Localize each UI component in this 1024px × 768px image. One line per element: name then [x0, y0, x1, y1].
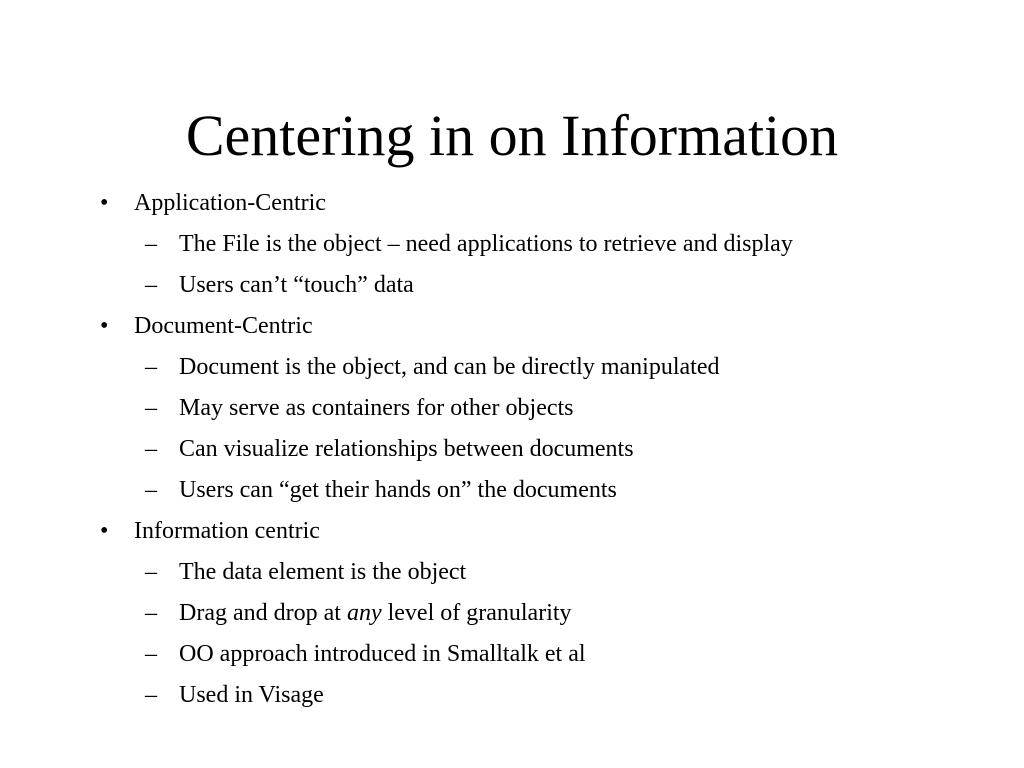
- sub-bullet-text: Users can’t “touch” data: [179, 272, 414, 298]
- sub-bullet-item: [100, 555, 980, 596]
- bullet-list: [100, 186, 980, 719]
- sub-bullet-text: OO approach introduced in Smalltalk et al: [179, 641, 586, 667]
- sub-bullet-text-after: level of granularity: [381, 600, 572, 626]
- dash-icon: –: [145, 436, 157, 462]
- sub-bullet-text: [179, 600, 572, 626]
- bullet-item-application-centric: [100, 186, 980, 309]
- bullet-row: [100, 514, 980, 555]
- sub-bullet-item: [100, 350, 980, 391]
- bullet-heading: Information centric: [134, 518, 320, 544]
- bullet-heading: Document-Centric: [134, 313, 313, 339]
- dash-icon: –: [145, 641, 157, 667]
- sub-bullet-text: May serve as containers for other objects: [179, 395, 574, 421]
- slide-title: Centering in on Information: [185, 103, 839, 168]
- sub-bullet-item: [100, 473, 980, 514]
- sub-bullet-text: Document is the object, and can be directly manipulated: [179, 354, 720, 380]
- sub-bullet-list: [100, 227, 980, 309]
- bullet-row: [100, 309, 980, 350]
- sub-bullet-item: [100, 596, 980, 637]
- sub-bullet-text: Can visualize relationships between documents: [179, 436, 634, 462]
- sub-bullet-item: [100, 391, 980, 432]
- bullet-icon: •: [100, 518, 109, 544]
- sub-bullet-list: [100, 555, 980, 719]
- sub-bullet-item: [100, 432, 980, 473]
- sub-bullet-item: [100, 678, 980, 719]
- sub-bullet-item: [100, 227, 980, 268]
- dash-icon: –: [145, 559, 157, 585]
- sub-bullet-text: Users can “get their hands on” the documents: [179, 477, 617, 503]
- sub-bullet-text: The data element is the object: [179, 559, 467, 585]
- bullet-heading: Application-Centric: [134, 190, 326, 216]
- bullet-icon: •: [100, 190, 109, 216]
- dash-icon: –: [145, 477, 157, 503]
- bullet-item-information-centric: [100, 514, 980, 719]
- sub-bullet-text: The File is the object – need applications to retrieve and display: [179, 231, 793, 257]
- bullet-icon: •: [100, 313, 109, 339]
- sub-bullet-item: [100, 268, 980, 309]
- sub-bullet-text-emphasis: any: [346, 600, 382, 626]
- dash-icon: –: [145, 272, 157, 298]
- dash-icon: –: [145, 231, 157, 257]
- dash-icon: –: [145, 395, 157, 421]
- sub-bullet-text: Used in Visage: [179, 682, 324, 708]
- dash-icon: –: [145, 354, 157, 380]
- sub-bullet-text-before: Drag and drop at: [179, 600, 347, 626]
- dash-icon: –: [145, 600, 157, 626]
- sub-bullet-list: [100, 350, 980, 514]
- dash-icon: –: [145, 682, 157, 708]
- bullet-item-document-centric: [100, 309, 980, 514]
- bullet-row: [100, 186, 980, 227]
- sub-bullet-item: [100, 637, 980, 678]
